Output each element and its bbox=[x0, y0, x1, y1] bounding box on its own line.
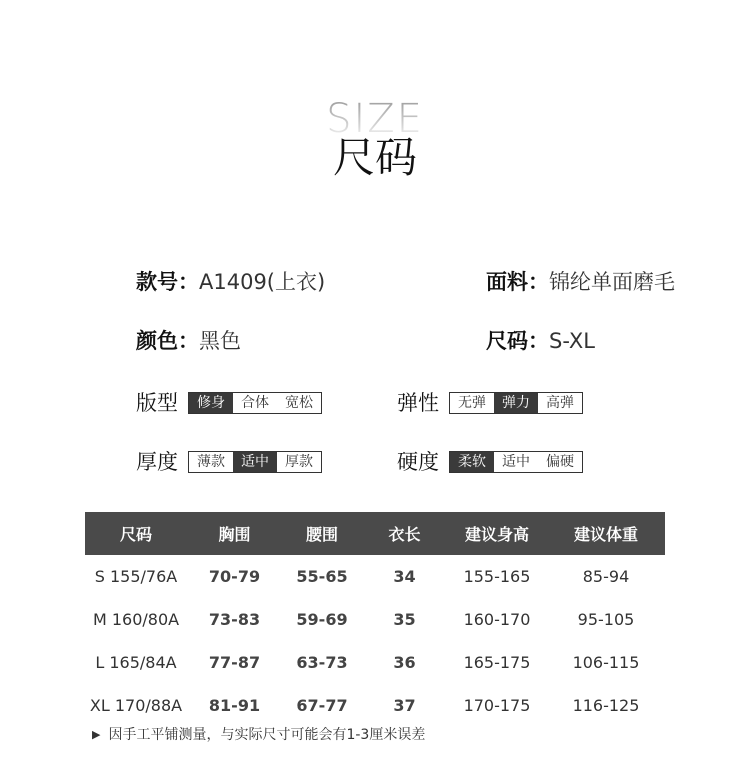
option-elasticity-item: 高弹 bbox=[538, 393, 582, 413]
table-header-cell: 尺码 bbox=[85, 512, 187, 555]
option-elasticity-item: 弹力 bbox=[494, 393, 538, 413]
option-elasticity-item: 无弹 bbox=[450, 393, 494, 413]
info-size bbox=[486, 327, 595, 355]
option-hardness-item: 适中 bbox=[494, 452, 538, 472]
option-hardness-item: 柔软 bbox=[450, 452, 494, 472]
option-elasticity-label: 弹性 bbox=[397, 391, 439, 415]
title-english: SIZE bbox=[0, 98, 750, 140]
table-header-cell: 建议身高 bbox=[447, 512, 547, 555]
size-table bbox=[85, 512, 665, 727]
option-fit-item: 合体 bbox=[233, 393, 277, 413]
option-fit-item: 宽松 bbox=[277, 393, 321, 413]
table-row bbox=[85, 555, 665, 598]
table-cell: 63-73 bbox=[296, 653, 348, 672]
triangle-right-icon: ▶ bbox=[92, 727, 101, 741]
table-cell: 36 bbox=[393, 653, 416, 672]
table-cell: 116-125 bbox=[572, 696, 640, 715]
info-style-no-value: A1409(上衣) bbox=[199, 270, 326, 294]
table-header-cell: 腰围 bbox=[282, 512, 362, 555]
table-cell: 70-79 bbox=[208, 567, 261, 586]
option-thickness-label: 厚度 bbox=[136, 450, 178, 474]
table-cell: 85-94 bbox=[582, 567, 630, 586]
table-cell: 73-83 bbox=[208, 610, 261, 629]
table-cell-size: L 165/84A bbox=[95, 653, 177, 672]
table-cell-size: M 160/80A bbox=[92, 610, 180, 629]
info-size-key: 尺码： bbox=[486, 329, 549, 353]
option-thickness bbox=[136, 448, 322, 476]
option-fit bbox=[136, 389, 322, 417]
table-header-row bbox=[85, 512, 665, 555]
table-cell: 34 bbox=[393, 567, 416, 586]
option-hardness-item: 偏硬 bbox=[538, 452, 582, 472]
option-elasticity bbox=[397, 389, 583, 417]
info-fabric-key: 面料： bbox=[486, 270, 549, 294]
option-hardness bbox=[397, 448, 583, 476]
option-elasticity-group bbox=[449, 392, 583, 414]
table-cell: 81-91 bbox=[208, 696, 261, 715]
table-cell: 106-115 bbox=[572, 653, 640, 672]
table-row bbox=[85, 641, 665, 684]
info-size-value: S-XL bbox=[549, 329, 595, 353]
option-thickness-item: 厚款 bbox=[277, 452, 321, 472]
table-cell: 67-77 bbox=[296, 696, 348, 715]
table-cell: 165-175 bbox=[463, 653, 531, 672]
info-style-no-key: 款号： bbox=[136, 270, 199, 294]
table-cell: 59-69 bbox=[296, 610, 348, 629]
info-color-key: 颜色： bbox=[136, 329, 199, 353]
table-cell: 170-175 bbox=[463, 696, 531, 715]
info-style-no bbox=[136, 268, 325, 296]
table-header-cell: 胸围 bbox=[187, 512, 282, 555]
option-hardness-label: 硬度 bbox=[397, 450, 439, 474]
info-fabric-value: 锦纶单面磨毛 bbox=[549, 270, 675, 294]
table-cell: 160-170 bbox=[463, 610, 531, 629]
option-fit-group bbox=[188, 392, 322, 414]
table-cell: 37 bbox=[393, 696, 416, 715]
table-cell-size: S 155/76A bbox=[94, 567, 178, 586]
measurement-note bbox=[92, 724, 425, 744]
table-cell-size: XL 170/88A bbox=[89, 696, 183, 715]
table-row bbox=[85, 684, 665, 727]
option-fit-item: 修身 bbox=[189, 393, 233, 413]
table-header-cell: 建议体重 bbox=[547, 512, 665, 555]
table-cell: 55-65 bbox=[296, 567, 348, 586]
table-cell: 155-165 bbox=[463, 567, 531, 586]
table-row bbox=[85, 598, 665, 641]
option-fit-label: 版型 bbox=[136, 391, 178, 415]
info-fabric bbox=[486, 268, 675, 296]
option-thickness-item: 适中 bbox=[233, 452, 277, 472]
table-cell: 35 bbox=[393, 610, 416, 629]
option-hardness-group bbox=[449, 451, 583, 473]
info-color-value: 黑色 bbox=[199, 329, 241, 353]
option-thickness-group bbox=[188, 451, 322, 473]
measurement-note-text: 因手工平铺测量，与实际尺寸可能会有1-3厘米误差 bbox=[108, 727, 426, 743]
table-cell: 95-105 bbox=[577, 610, 635, 629]
info-color bbox=[136, 327, 241, 355]
title-chinese: 尺码 bbox=[332, 133, 417, 182]
table-header-cell: 衣长 bbox=[362, 512, 447, 555]
table-cell: 77-87 bbox=[208, 653, 261, 672]
option-thickness-item: 薄款 bbox=[189, 452, 233, 472]
